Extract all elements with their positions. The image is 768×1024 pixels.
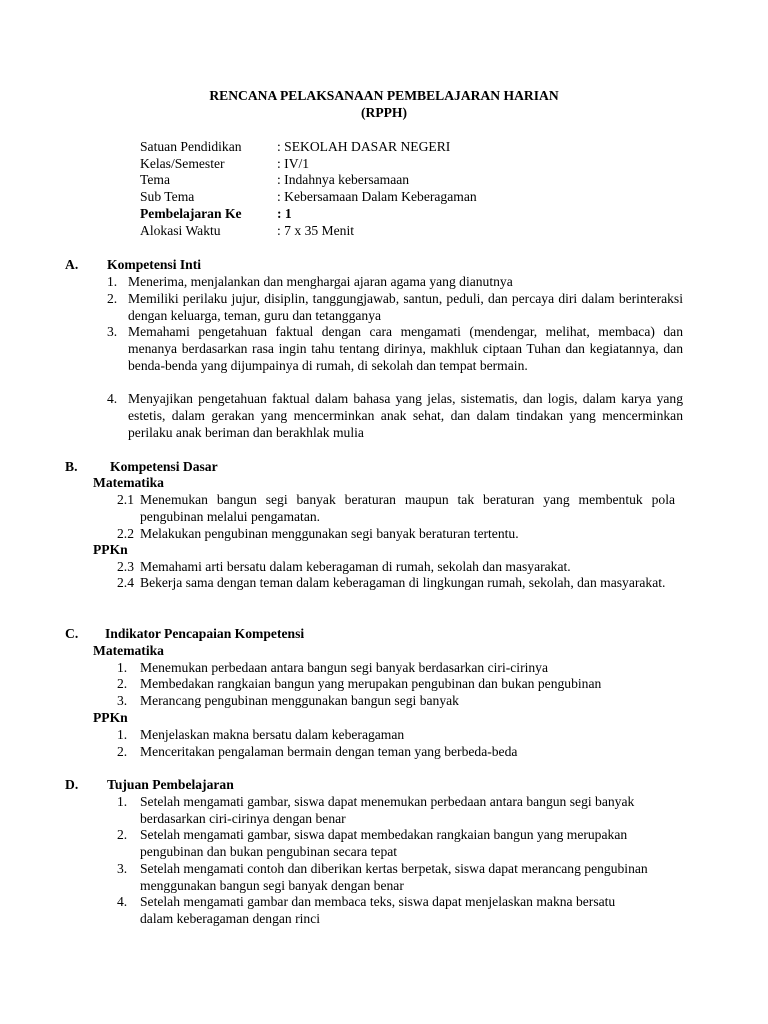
subject-heading: PPKn bbox=[93, 710, 128, 725]
list-number: 1. bbox=[117, 727, 128, 742]
list-number: 3. bbox=[107, 324, 118, 339]
list-text: Menerima, menjalankan dan menghargai ajaran agama yang dianutnya bbox=[128, 274, 513, 289]
info-label: Tema bbox=[140, 172, 170, 187]
list-text: Menemukan perbedaan antara bangun segi banyak berdasarkan ciri-cirinya bbox=[140, 660, 549, 675]
list-text: Menceritakan pengalaman bermain dengan teman yang berbeda-beda bbox=[140, 744, 518, 759]
list-number: 4. bbox=[107, 391, 118, 406]
info-label: Satuan Pendidikan bbox=[140, 139, 242, 154]
list-text: Membedakan rangkaian bangun yang merupakan pengubinan dan bukan pengubinan bbox=[140, 676, 602, 691]
list-number: 2. bbox=[107, 291, 118, 306]
info-label: Pembelajaran Ke bbox=[140, 206, 242, 221]
list-number: 2.4 bbox=[117, 575, 134, 590]
list-number: 1. bbox=[117, 794, 128, 809]
section-letter: A. bbox=[65, 257, 79, 272]
list-text: Menyajikan pengetahuan faktual dalam bahasa yang jelas, sistematis, dan logis, dalam karya yang estetis, dalam gerakan yang mencerminkan anak sehat, dan dalam tindakan yang mencerminkan perilaku anak beriman dan berakhlak mulia bbox=[128, 391, 683, 440]
list-number: 1. bbox=[107, 274, 118, 289]
info-value: : 7 x 35 Menit bbox=[277, 223, 355, 238]
list-number: 2. bbox=[117, 744, 128, 759]
section-title: Tujuan Pembelajaran bbox=[107, 777, 234, 792]
list-number: 1. bbox=[117, 660, 128, 675]
subject-heading: Matematika bbox=[93, 475, 164, 490]
section-letter: C. bbox=[65, 626, 79, 641]
list-text: Melakukan pengubinan menggunakan segi banyak beraturan tertentu. bbox=[140, 526, 519, 541]
document-title: RENCANA PELAKSANAAN PEMBELAJARAN HARIAN bbox=[209, 88, 559, 103]
section-title: Indikator Pencapaian Kompetensi bbox=[105, 626, 305, 641]
subject-heading: PPKn bbox=[93, 542, 128, 557]
list-text: Merancang pengubinan menggunakan bangun segi banyak bbox=[140, 693, 459, 708]
list-number: 4. bbox=[117, 894, 128, 909]
list-text: Menemukan bangun segi banyak beraturan maupun tak beraturan yang membentuk pola pengubinan melalui pengamatan. bbox=[140, 492, 675, 524]
info-label: Sub Tema bbox=[140, 189, 195, 204]
list-text: Setelah mengamati contoh dan diberikan kertas berpetak, siswa dapat merancang pengubinan menggunakan bangun segi banyak dengan benar bbox=[140, 861, 648, 893]
list-number: 3. bbox=[117, 861, 128, 876]
document-subtitle: (RPPH) bbox=[360, 105, 408, 120]
list-text: Memahami arti bersatu dalam keberagaman di rumah, sekolah dan masyarakat. bbox=[140, 559, 571, 574]
list-number: 2.1 bbox=[117, 492, 134, 507]
list-text: Bekerja sama dengan teman dalam keberagaman di lingkungan rumah, sekolah, dan masyarakat. bbox=[140, 575, 666, 590]
list-number: 3. bbox=[117, 693, 128, 708]
info-label: Alokasi Waktu bbox=[140, 223, 221, 238]
info-value: : IV/1 bbox=[277, 156, 310, 171]
section-letter: D. bbox=[65, 777, 79, 792]
info-value: : Indahnya kebersamaan bbox=[277, 172, 410, 187]
section-title: Kompetensi Dasar bbox=[110, 459, 218, 474]
list-text: Menjelaskan makna bersatu dalam keberagaman bbox=[140, 727, 405, 742]
info-value: : 1 bbox=[277, 206, 292, 221]
list-text: Setelah mengamati gambar, siswa dapat menemukan perbedaan antara bangun segi banyak berdasarkan ciri-cirinya dengan benar bbox=[140, 794, 635, 826]
info-label: Kelas/Semester bbox=[140, 156, 225, 171]
info-value: : SEKOLAH DASAR NEGERI bbox=[277, 139, 451, 154]
list-number: 2. bbox=[117, 676, 128, 691]
section-title: Kompetensi Inti bbox=[107, 257, 202, 272]
info-value: : Kebersamaan Dalam Keberagaman bbox=[277, 189, 477, 204]
list-text: Setelah mengamati gambar dan membaca teks, siswa dapat menjelaskan makna bersatu dalam keberagaman dengan rinci bbox=[140, 894, 616, 926]
subject-heading: Matematika bbox=[93, 643, 164, 658]
list-text: Memahami pengetahuan faktual dengan cara mengamati (mendengar, melihat, membaca) dan menanya berdasarkan rasa ingin tahu tentang dirinya, makhluk ciptaan Tuhan dan kegiatannya, dan benda-benda yang dijumpainya di rumah, di sekolah dan tempat bermain. bbox=[128, 324, 683, 373]
list-text: Memiliki perilaku jujur, disiplin, tanggungjawab, santun, peduli, dan percaya diri dalam berinteraksi dengan keluarga, teman, guru dan tetangganya bbox=[128, 291, 683, 323]
list-number: 2.2 bbox=[117, 526, 134, 541]
list-number: 2.3 bbox=[117, 559, 134, 574]
list-text: Setelah mengamati gambar, siswa dapat membedakan rangkaian bangun yang merupakan pengubinan dan bukan pengubinan secara tepat bbox=[140, 827, 628, 859]
section-letter: B. bbox=[65, 459, 78, 474]
list-number: 2. bbox=[117, 827, 128, 842]
